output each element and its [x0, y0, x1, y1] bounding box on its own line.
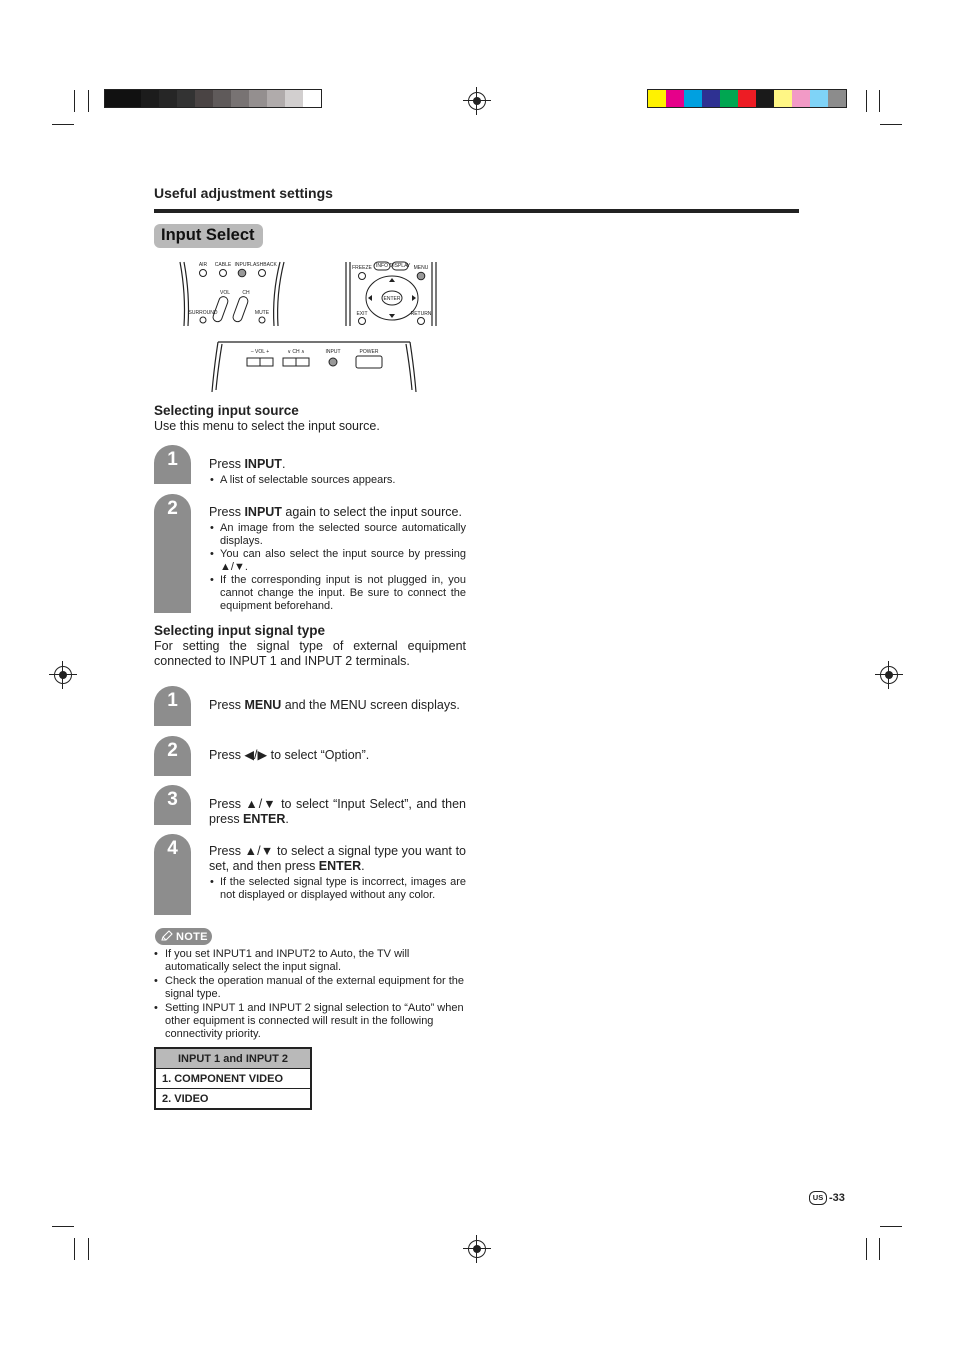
source-step-1-badge: 1	[154, 445, 191, 484]
remote-ch-label: CH	[242, 290, 250, 296]
source-step-2-bullet-2: • You can also select the input source by pressing ▲/▼.	[209, 548, 466, 574]
return-button	[418, 318, 425, 325]
surround-button	[200, 317, 206, 323]
remote-label-input: INPUT	[234, 262, 250, 268]
pencil-icon	[161, 930, 173, 942]
freeze-button	[359, 273, 366, 280]
note-list	[154, 948, 466, 1042]
source-heading: Selecting input source	[154, 403, 299, 418]
gray-swatch	[231, 90, 249, 107]
page-title: Input Select	[154, 224, 263, 248]
color-calibration-bar	[647, 89, 847, 108]
remote-exit-label: EXIT	[356, 311, 368, 317]
note-label: NOTE	[176, 931, 208, 943]
signal-intro: For setting the signal type of external equipment connected to INPUT 1 and INPUT 2 terminals.	[154, 639, 466, 668]
source-step-2-text: Press INPUT again to select the input source. • An image from the selected source automatically displays. • You can also select the input source by pressing ▲/▼. • If the corresponding input is not plugged in, you cannot change the input. Be sure to connect the equipment beforehand.	[209, 505, 466, 613]
menu-button-remote	[417, 272, 425, 280]
note-item-1: • If you set INPUT1 and INPUT2 to Auto, the TV will automatically select the input signal.	[154, 948, 466, 975]
remote-return-label: RETURN	[410, 311, 432, 317]
input-key: INPUT	[244, 505, 282, 519]
note-item-2: • Check the operation manual of the external equipment for the signal type.	[154, 975, 466, 1002]
panel-power-button	[356, 356, 382, 368]
gray-swatch	[213, 90, 231, 107]
signal-step-2-badge: 2	[154, 736, 191, 776]
priority-table	[154, 1047, 312, 1110]
color-swatch	[828, 90, 846, 107]
source-step-2-bullet-1: • An image from the selected source automatically displays.	[209, 522, 466, 548]
gray-swatch	[303, 90, 321, 107]
panel-input-label: INPUT	[325, 349, 341, 355]
source-step-1-bullet: • A list of selectable sources appears.	[209, 474, 466, 487]
remote-control-illustration	[176, 258, 446, 330]
enter-key: ENTER	[318, 859, 362, 873]
remote-vol-label: VOL	[219, 290, 231, 296]
color-swatch	[738, 90, 756, 107]
priority-table-header: INPUT 1 and INPUT 2	[155, 1048, 311, 1069]
region-badge: US	[809, 1191, 827, 1205]
menu-key: MENU	[244, 698, 282, 712]
exit-button	[359, 318, 366, 325]
input-key: INPUT	[244, 457, 282, 471]
signal-step-4-text: Press ▲/▼ to select a signal type you want to set, and then press ENTER. • If the selected signal type is incorrect, images are not displayed or displayed without any color.	[209, 844, 466, 902]
color-swatch	[756, 90, 774, 107]
remote-label-flashback: FLASHBACK	[247, 262, 277, 268]
color-swatch	[774, 90, 792, 107]
priority-row-1: 1. COMPONENT VIDEO	[155, 1069, 311, 1089]
page-number-text: -33	[829, 1192, 845, 1204]
signal-step-4-badge: 4	[154, 834, 191, 915]
color-swatch	[666, 90, 684, 107]
mute-button	[259, 317, 265, 323]
source-intro: Use this menu to select the input source.	[154, 419, 380, 433]
gray-swatch	[177, 90, 195, 107]
ch-rocker	[232, 295, 249, 323]
gray-swatch	[249, 90, 267, 107]
remote-label-freeze: FREEZE	[352, 265, 372, 271]
page-number	[809, 1191, 845, 1205]
remote-label-info: INFO	[376, 263, 388, 269]
note-badge	[155, 928, 212, 945]
gray-swatch	[267, 90, 285, 107]
registration-mark-left	[54, 666, 72, 684]
section-title: Useful adjustment settings	[154, 185, 333, 201]
remote-label-display: DISPLAY	[389, 263, 411, 269]
color-swatch	[648, 90, 666, 107]
priority-row-2: 2. VIDEO	[155, 1089, 311, 1110]
gray-swatch	[105, 90, 123, 107]
gray-swatch	[123, 90, 141, 107]
gray-swatch	[285, 90, 303, 107]
remote-surround-label: SURROUND	[188, 310, 218, 316]
section-divider	[154, 209, 799, 213]
cable-button	[220, 270, 227, 277]
color-swatch	[684, 90, 702, 107]
signal-step-3-text: Press ▲/▼ to select “Input Select”, and then press ENTER.	[209, 797, 466, 826]
signal-step-1-text: Press MENU and the MENU screen displays.	[209, 698, 460, 712]
panel-power-label: POWER	[359, 349, 379, 355]
signal-step-3-badge: 3	[154, 785, 191, 825]
registration-mark-top	[468, 92, 486, 110]
source-step-1-text: Press INPUT. • A list of selectable sources appears.	[209, 457, 466, 487]
signal-step-4-bullet: • If the selected signal type is incorrect, images are not displayed or displayed without any color.	[209, 876, 466, 902]
remote-label-cable: CABLE	[214, 262, 232, 268]
signal-heading: Selecting input signal type	[154, 623, 326, 638]
flashback-button	[259, 270, 266, 277]
color-swatch	[720, 90, 738, 107]
signal-step-2-text: Press ◀/▶ to select “Option”.	[209, 748, 370, 762]
air-button	[200, 270, 207, 277]
panel-input-button	[329, 358, 337, 366]
remote-enter-label: ENTER	[383, 296, 401, 302]
signal-step-1-badge: 1	[154, 686, 191, 726]
registration-mark-right	[880, 666, 898, 684]
panel-ch-label: ∨ CH ∧	[287, 349, 305, 355]
registration-mark-bottom	[468, 1240, 486, 1258]
source-step-2-badge: 2	[154, 494, 191, 613]
note-item-3: • Setting INPUT 1 and INPUT 2 signal selection to “Auto” when other equipment is connected will result in the following connectivity priority.	[154, 1002, 466, 1042]
remote-label-menu: MENU	[413, 265, 429, 271]
grayscale-calibration-bar	[104, 89, 322, 108]
color-swatch	[810, 90, 828, 107]
gray-swatch	[141, 90, 159, 107]
color-swatch	[792, 90, 810, 107]
color-swatch	[702, 90, 720, 107]
input-button-remote	[238, 269, 246, 277]
source-step-2-bullet-3: • If the corresponding input is not plugged in, you cannot change the input. Be sure to connect the equipment beforehand.	[209, 574, 466, 613]
enter-key: ENTER	[243, 812, 286, 826]
tv-panel-illustration	[210, 340, 420, 394]
remote-label-air: AIR	[198, 262, 208, 268]
remote-mute-label: MUTE	[254, 310, 270, 316]
panel-vol-label: – VOL +	[250, 349, 270, 355]
gray-swatch	[195, 90, 213, 107]
gray-swatch	[159, 90, 177, 107]
